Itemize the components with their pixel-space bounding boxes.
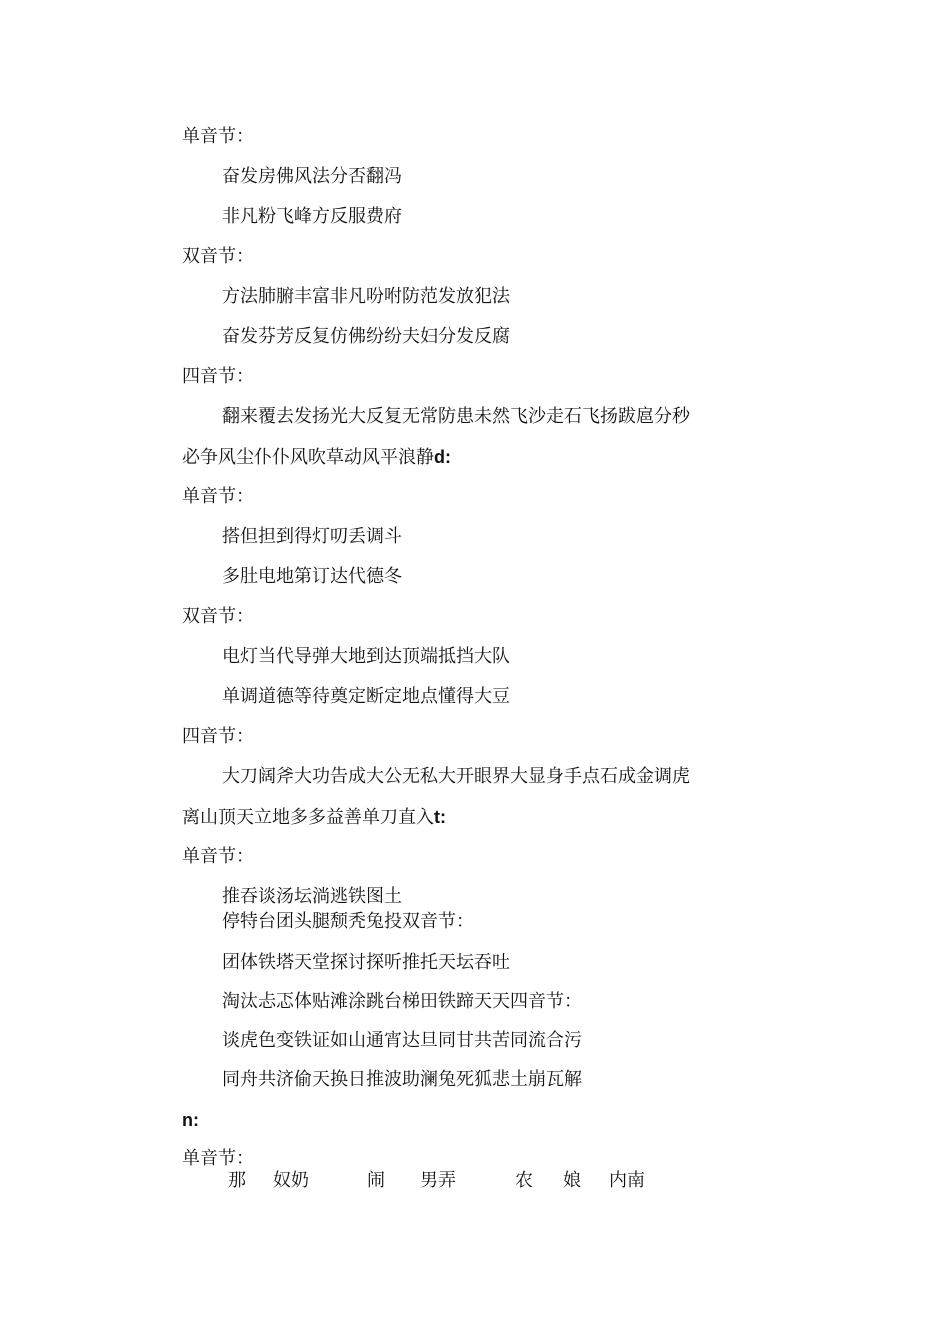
text-line: 推吞谈汤坛淌逃铁图土	[222, 886, 402, 907]
text-line: 单音节：	[182, 846, 254, 867]
section-heading-t: t:	[434, 807, 446, 827]
text-line: 双音节：	[182, 606, 254, 627]
text-line: 同舟共济偷天换日推波助澜兔死狐悲土崩瓦解	[222, 1069, 582, 1090]
text-line: 翻来覆去发扬光大反复无常防患未然飞沙走石飞扬跋扈分秒	[222, 406, 690, 427]
text-line: 单调道德等待奠定断定地点懂得大豆	[222, 686, 510, 707]
text-line: 奋发芬芳反复仿佛纷纷夫妇分发反腐	[222, 326, 510, 347]
syllable: 农	[515, 1170, 533, 1191]
text-run: 必争风尘仆仆风吹草动风平浪静	[182, 447, 434, 468]
syllable: 闹	[367, 1170, 385, 1191]
text-line: 谈虎色变铁证如山通宵达旦同甘共苦同流合污	[222, 1030, 582, 1051]
text-line: 搭但担到得灯叨丢调斗	[222, 526, 402, 547]
text-line: 淘汰忐忑体贴滩涂跳台梯田铁蹄天天四音节：	[222, 991, 582, 1012]
syllable: 内南	[609, 1170, 645, 1191]
text-line: 四音节：	[182, 366, 254, 387]
text-run: 离山顶天立地多多益善单刀直入	[182, 807, 434, 828]
text-line: 电灯当代导弹大地到达顶端抵挡大队	[222, 646, 510, 667]
section-heading-n: n:	[182, 1110, 199, 1130]
section-heading-d: d:	[434, 447, 451, 467]
text-line: 停特台团头腿颓秃兔投双音节：	[222, 911, 474, 932]
syllable: 娘	[563, 1170, 581, 1191]
text-line: 方法肺腑丰富非凡吩咐防范发放犯法	[222, 286, 510, 307]
text-line: 奋发房佛风法分否翻冯	[222, 166, 402, 187]
text-line: 单音节：	[182, 126, 254, 147]
text-line: 多肚电地第订达代德冬	[222, 566, 402, 587]
text-line: 团体铁塔天堂探讨探听推托天坛吞吐	[222, 952, 510, 973]
text-line: 单音节：	[182, 1148, 254, 1169]
text-line: 四音节：	[182, 726, 254, 747]
syllable: 奴奶	[273, 1170, 309, 1191]
text-line	[182, 806, 446, 829]
text-line: 单音节：	[182, 486, 254, 507]
text-line: 非凡粉飞峰方反服费府	[222, 206, 402, 227]
syllable: 男弄	[420, 1170, 456, 1191]
text-line	[182, 446, 451, 469]
syllable: 那	[228, 1170, 246, 1191]
text-line: 大刀阔斧大功告成大公无私大开眼界大显身手点石成金调虎	[222, 766, 690, 787]
text-line: 双音节：	[182, 246, 254, 267]
